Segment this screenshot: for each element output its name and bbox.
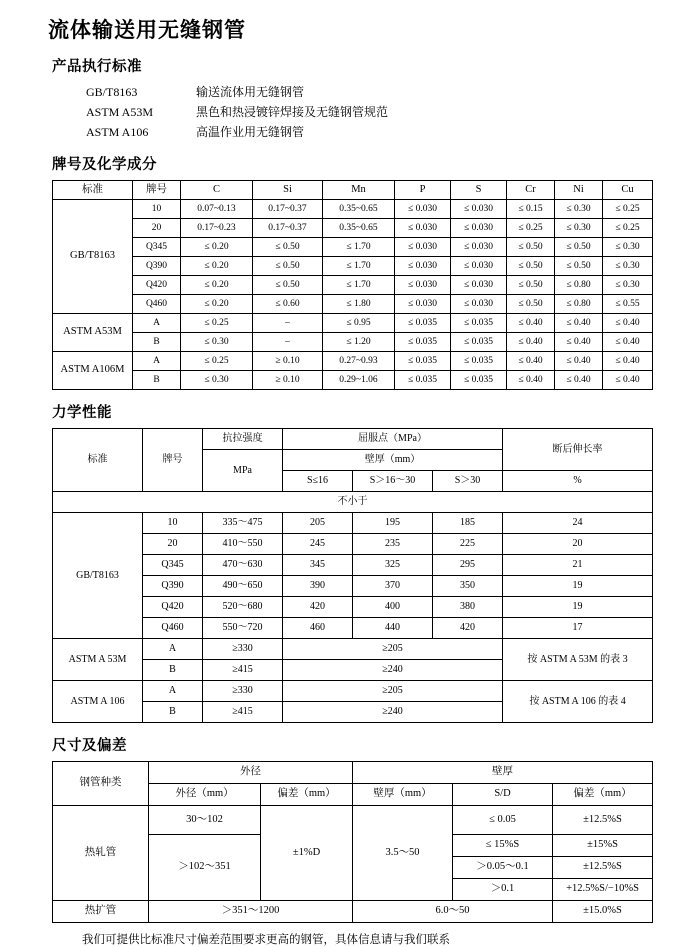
col-elongation: 断后伸长率 bbox=[503, 429, 653, 471]
cell-grade: Q345 bbox=[143, 555, 203, 576]
cell-tensile: 470～630 bbox=[203, 555, 283, 576]
cell-yield-1: 390 bbox=[283, 576, 353, 597]
cell-cr: ≤ 0.40 bbox=[507, 333, 555, 352]
cell-ni: ≤ 0.80 bbox=[555, 295, 603, 314]
cell-ni: ≤ 0.50 bbox=[555, 257, 603, 276]
cell-si: 0.17~0.37 bbox=[253, 219, 323, 238]
table-row bbox=[53, 257, 653, 276]
cell-mn: ≤ 1.70 bbox=[323, 257, 395, 276]
section-title-mechanical: 力学性能 bbox=[52, 405, 112, 421]
cell-s: ≤ 0.030 bbox=[451, 295, 507, 314]
cell-cr: ≤ 0.15 bbox=[507, 200, 555, 219]
cell-mn: 0.35~0.65 bbox=[323, 200, 395, 219]
cell-yield-2: 235 bbox=[353, 534, 433, 555]
cell-yield-merged: ≥240 bbox=[283, 702, 503, 723]
page-title: 流体输送用无缝钢管 bbox=[48, 19, 246, 42]
col-wall-2: S＞16～30 bbox=[353, 471, 433, 492]
cell-cr: ≤ 0.50 bbox=[507, 257, 555, 276]
cell-si: ≤ 0.50 bbox=[253, 238, 323, 257]
cell-pipe-type-hot-rolled: 热轧管 bbox=[53, 806, 149, 901]
table-row bbox=[53, 219, 653, 238]
cell-cr: ≤ 0.50 bbox=[507, 276, 555, 295]
cell-c: ≤ 0.20 bbox=[181, 238, 253, 257]
cell-s: ≤ 0.035 bbox=[451, 314, 507, 333]
cell-mn: 0.35~0.65 bbox=[323, 219, 395, 238]
cell-si: ≥ 0.10 bbox=[253, 352, 323, 371]
cell-elongation: 20 bbox=[503, 534, 653, 555]
col-grade: 牌号 bbox=[133, 181, 181, 200]
cell-grade: Q390 bbox=[133, 257, 181, 276]
chemical-composition-table bbox=[52, 180, 653, 390]
col-wt-tolerance: 偏差（mm） bbox=[553, 784, 653, 806]
list-item bbox=[86, 122, 669, 142]
cell-wt-tolerance: ±15%S bbox=[553, 835, 653, 857]
col-od-value: 外径（mm） bbox=[149, 784, 261, 806]
cell-elongation: 19 bbox=[503, 597, 653, 618]
cell-grade: 20 bbox=[143, 534, 203, 555]
group-standard: ASTM A106M bbox=[53, 352, 133, 390]
cell-cu: ≤ 0.25 bbox=[603, 200, 653, 219]
col-outer-diameter: 外径 bbox=[149, 762, 353, 784]
cell-wt-tolerance: ±12.5%S bbox=[553, 806, 653, 835]
list-item bbox=[86, 82, 669, 102]
group-standard: ASTM A53M bbox=[53, 314, 133, 352]
cell-mn: ≤ 1.70 bbox=[323, 276, 395, 295]
cell-cr: ≤ 0.40 bbox=[507, 371, 555, 390]
col-tensile-unit: MPa bbox=[203, 450, 283, 492]
table-row bbox=[53, 333, 653, 352]
cell-cr: ≤ 0.50 bbox=[507, 295, 555, 314]
cell-s: ≤ 0.030 bbox=[451, 238, 507, 257]
cell-p: ≤ 0.030 bbox=[395, 219, 451, 238]
dimensions-tolerance-table bbox=[52, 761, 653, 923]
cell-s: ≤ 0.030 bbox=[451, 257, 507, 276]
table-row bbox=[53, 295, 653, 314]
cell-grade: B bbox=[133, 333, 181, 352]
cell-ni: ≤ 0.30 bbox=[555, 200, 603, 219]
cell-p: ≤ 0.035 bbox=[395, 371, 451, 390]
cell-ni: ≤ 0.40 bbox=[555, 333, 603, 352]
cell-grade: Q420 bbox=[143, 597, 203, 618]
col-s: S bbox=[451, 181, 507, 200]
cell-si: ≤ 0.50 bbox=[253, 276, 323, 295]
col-elongation-unit: % bbox=[503, 471, 653, 492]
cell-grade: 10 bbox=[133, 200, 181, 219]
section-title-chemical: 牌号及化学成分 bbox=[52, 157, 157, 173]
footer-note: 我们可提供比标准尺寸偏差范围要求更高的钢管，具体信息请与我们联系 bbox=[82, 934, 450, 946]
cell-cu: ≤ 0.30 bbox=[603, 276, 653, 295]
table-row bbox=[53, 200, 653, 219]
col-wall-1: S≤16 bbox=[283, 471, 353, 492]
table-row bbox=[53, 371, 653, 390]
cell-ni: ≤ 0.40 bbox=[555, 371, 603, 390]
table-row bbox=[53, 238, 653, 257]
cell-cr: ≤ 0.40 bbox=[507, 314, 555, 333]
cell-tensile: 410～550 bbox=[203, 534, 283, 555]
cell-c: ≤ 0.20 bbox=[181, 295, 253, 314]
cell-ni: ≤ 0.40 bbox=[555, 352, 603, 371]
table-row bbox=[53, 576, 653, 597]
cell-grade: B bbox=[143, 702, 203, 723]
cell-ni: ≤ 0.80 bbox=[555, 276, 603, 295]
cell-elongation: 19 bbox=[503, 576, 653, 597]
cell-yield-3: 225 bbox=[433, 534, 503, 555]
table-row bbox=[53, 534, 653, 555]
cell-yield-3: 380 bbox=[433, 597, 503, 618]
table-row bbox=[53, 901, 653, 923]
table-row bbox=[53, 352, 653, 371]
col-standard: 标准 bbox=[53, 181, 133, 200]
cell-s: ≤ 0.035 bbox=[451, 352, 507, 371]
cell-tensile: 520～680 bbox=[203, 597, 283, 618]
cell-grade: Q420 bbox=[133, 276, 181, 295]
cell-cu: ≤ 0.40 bbox=[603, 352, 653, 371]
cell-cu: ≤ 0.55 bbox=[603, 295, 653, 314]
group-standard: GB/T8163 bbox=[53, 513, 143, 639]
cell-grade: A bbox=[143, 681, 203, 702]
cell-yield-1: 245 bbox=[283, 534, 353, 555]
table-row bbox=[53, 555, 653, 576]
table-row bbox=[53, 806, 653, 835]
cell-mn: ≤ 1.80 bbox=[323, 295, 395, 314]
cell-yield-merged: ≥205 bbox=[283, 639, 503, 660]
col-yield: 屈服点（MPa） bbox=[283, 429, 503, 450]
cell-si: 0.17~0.37 bbox=[253, 200, 323, 219]
group-standard: ASTM A 53M bbox=[53, 639, 143, 681]
cell-grade: 10 bbox=[143, 513, 203, 534]
cell-sd: ≤ 15%S bbox=[453, 835, 553, 857]
section-title-dimensions: 尺寸及偏差 bbox=[52, 738, 127, 754]
cell-yield-2: 370 bbox=[353, 576, 433, 597]
cell-si: ≤ 0.50 bbox=[253, 257, 323, 276]
cell-tensile: 550～720 bbox=[203, 618, 283, 639]
cell-ni: ≤ 0.30 bbox=[555, 219, 603, 238]
cell-c: ≤ 0.25 bbox=[181, 352, 253, 371]
cell-sd: ＞0.05～0.1 bbox=[453, 857, 553, 879]
cell-yield-3: 350 bbox=[433, 576, 503, 597]
cell-elongation-note: 按 ASTM A 53M 的表 3 bbox=[503, 639, 653, 681]
col-wall-thickness: 壁厚 bbox=[353, 762, 653, 784]
col-standard: 标准 bbox=[53, 429, 143, 492]
cell-grade: A bbox=[133, 314, 181, 333]
cell-s: ≤ 0.030 bbox=[451, 276, 507, 295]
cell-p: ≤ 0.035 bbox=[395, 333, 451, 352]
cell-p: ≤ 0.035 bbox=[395, 352, 451, 371]
cell-elongation: 21 bbox=[503, 555, 653, 576]
cell-tensile: ≥415 bbox=[203, 702, 283, 723]
table-row bbox=[53, 314, 653, 333]
group-standard: GB/T8163 bbox=[53, 200, 133, 314]
col-tensile: 抗拉强度 bbox=[203, 429, 283, 450]
cell-wt-tolerance: ±12.5%S bbox=[553, 857, 653, 879]
table-header-row bbox=[53, 762, 653, 784]
col-si: Si bbox=[253, 181, 323, 200]
cell-elongation: 24 bbox=[503, 513, 653, 534]
cell-p: ≤ 0.030 bbox=[395, 276, 451, 295]
cell-yield-1: 205 bbox=[283, 513, 353, 534]
cell-p: ≤ 0.030 bbox=[395, 295, 451, 314]
col-wall: 壁厚（mm） bbox=[283, 450, 503, 471]
cell-yield-3: 295 bbox=[433, 555, 503, 576]
col-ni: Ni bbox=[555, 181, 603, 200]
cell-p: ≤ 0.030 bbox=[395, 200, 451, 219]
cell-cr: ≤ 0.50 bbox=[507, 238, 555, 257]
cell-mn: ≤ 1.70 bbox=[323, 238, 395, 257]
cell-cu: ≤ 0.40 bbox=[603, 371, 653, 390]
list-item bbox=[86, 102, 669, 122]
cell-si: – bbox=[253, 333, 323, 352]
cell-cu: ≤ 0.40 bbox=[603, 314, 653, 333]
col-mn: Mn bbox=[323, 181, 395, 200]
cell-tensile: ≥330 bbox=[203, 681, 283, 702]
table-subheader-row bbox=[53, 492, 653, 513]
cell-c: 0.17~0.23 bbox=[181, 219, 253, 238]
standard-code: ASTM A53M bbox=[86, 105, 154, 119]
cell-cu: ≤ 0.30 bbox=[603, 238, 653, 257]
cell-tensile: ≥330 bbox=[203, 639, 283, 660]
cell-yield-2: 440 bbox=[353, 618, 433, 639]
col-wall-3: S＞30 bbox=[433, 471, 503, 492]
cell-c: ≤ 0.25 bbox=[181, 314, 253, 333]
cell-yield-2: 400 bbox=[353, 597, 433, 618]
cell-grade: Q345 bbox=[133, 238, 181, 257]
cell-grade: 20 bbox=[133, 219, 181, 238]
cell-ni: ≤ 0.40 bbox=[555, 314, 603, 333]
cell-c: 0.07~0.13 bbox=[181, 200, 253, 219]
cell-p: ≤ 0.035 bbox=[395, 314, 451, 333]
section-title-standards: 产品执行标准 bbox=[52, 59, 142, 75]
standard-code: GB/T8163 bbox=[86, 85, 138, 99]
table-row bbox=[53, 276, 653, 295]
cell-grade: Q460 bbox=[143, 618, 203, 639]
cell-si: – bbox=[253, 314, 323, 333]
standard-desc: 高温作业用无缝钢管 bbox=[196, 125, 305, 139]
table-header-row bbox=[53, 429, 653, 450]
cell-mn: 0.29~1.06 bbox=[323, 371, 395, 390]
table-header-row bbox=[53, 181, 653, 200]
cell-yield-3: 420 bbox=[433, 618, 503, 639]
cell-mn: ≤ 1.20 bbox=[323, 333, 395, 352]
cell-grade: B bbox=[133, 371, 181, 390]
cell-cu: ≤ 0.40 bbox=[603, 333, 653, 352]
cell-elongation-note: 按 ASTM A 106 的表 4 bbox=[503, 681, 653, 723]
not-less-than-note: 不小于 bbox=[53, 492, 653, 513]
cell-grade: Q390 bbox=[143, 576, 203, 597]
table-row bbox=[53, 597, 653, 618]
col-wt-value: 壁厚（mm） bbox=[353, 784, 453, 806]
cell-mn: 0.27~0.93 bbox=[323, 352, 395, 371]
group-standard: ASTM A 106 bbox=[53, 681, 143, 723]
cell-od-tolerance: ±1%D bbox=[261, 806, 353, 901]
table-row bbox=[53, 639, 653, 660]
cell-c: ≤ 0.30 bbox=[181, 371, 253, 390]
col-cu: Cu bbox=[603, 181, 653, 200]
cell-tensile: 335～475 bbox=[203, 513, 283, 534]
col-sd: S/D bbox=[453, 784, 553, 806]
cell-s: ≤ 0.035 bbox=[451, 371, 507, 390]
cell-wt-tolerance: ±15.0%S bbox=[553, 901, 653, 923]
cell-p: ≤ 0.030 bbox=[395, 257, 451, 276]
cell-yield-1: 460 bbox=[283, 618, 353, 639]
col-grade: 牌号 bbox=[143, 429, 203, 492]
cell-yield-3: 185 bbox=[433, 513, 503, 534]
cell-cu: ≤ 0.25 bbox=[603, 219, 653, 238]
cell-elongation: 17 bbox=[503, 618, 653, 639]
cell-mn: ≤ 0.95 bbox=[323, 314, 395, 333]
cell-wt: 6.0～50 bbox=[353, 901, 553, 923]
cell-s: ≤ 0.035 bbox=[451, 333, 507, 352]
mechanical-properties-table bbox=[52, 428, 653, 723]
table-row bbox=[53, 618, 653, 639]
col-p: P bbox=[395, 181, 451, 200]
cell-grade: Q460 bbox=[133, 295, 181, 314]
cell-wt-tolerance: +12.5%S/−10%S bbox=[553, 879, 653, 901]
cell-od: ＞102～351 bbox=[149, 835, 261, 901]
cell-wt: 3.5～50 bbox=[353, 806, 453, 901]
cell-yield-merged: ≥240 bbox=[283, 660, 503, 681]
standard-desc: 输送流体用无缝钢管 bbox=[196, 85, 305, 99]
standards-list bbox=[26, 82, 669, 142]
cell-sd: ＞0.1 bbox=[453, 879, 553, 901]
col-c: C bbox=[181, 181, 253, 200]
cell-grade: A bbox=[133, 352, 181, 371]
col-pipe-type: 钢管种类 bbox=[53, 762, 149, 806]
cell-s: ≤ 0.030 bbox=[451, 219, 507, 238]
cell-tensile: 490～650 bbox=[203, 576, 283, 597]
cell-grade: A bbox=[143, 639, 203, 660]
table-row bbox=[53, 681, 653, 702]
cell-cr: ≤ 0.25 bbox=[507, 219, 555, 238]
standard-desc: 黑色和热浸镀锌焊接及无缝钢管规范 bbox=[196, 105, 389, 119]
cell-od: ＞351～1200 bbox=[149, 901, 353, 923]
cell-yield-merged: ≥205 bbox=[283, 681, 503, 702]
cell-c: ≤ 0.20 bbox=[181, 257, 253, 276]
standard-code: ASTM A106 bbox=[86, 125, 149, 139]
table-row bbox=[53, 513, 653, 534]
cell-yield-1: 420 bbox=[283, 597, 353, 618]
cell-grade: B bbox=[143, 660, 203, 681]
cell-sd: ≤ 0.05 bbox=[453, 806, 553, 835]
cell-tensile: ≥415 bbox=[203, 660, 283, 681]
cell-yield-2: 325 bbox=[353, 555, 433, 576]
cell-cu: ≤ 0.30 bbox=[603, 257, 653, 276]
cell-p: ≤ 0.030 bbox=[395, 238, 451, 257]
cell-s: ≤ 0.030 bbox=[451, 200, 507, 219]
cell-si: ≤ 0.60 bbox=[253, 295, 323, 314]
cell-ni: ≤ 0.50 bbox=[555, 238, 603, 257]
cell-od: 30～102 bbox=[149, 806, 261, 835]
col-cr: Cr bbox=[507, 181, 555, 200]
col-od-tolerance: 偏差（mm） bbox=[261, 784, 353, 806]
cell-cr: ≤ 0.40 bbox=[507, 352, 555, 371]
cell-c: ≤ 0.30 bbox=[181, 333, 253, 352]
cell-yield-1: 345 bbox=[283, 555, 353, 576]
cell-si: ≥ 0.10 bbox=[253, 371, 323, 390]
cell-c: ≤ 0.20 bbox=[181, 276, 253, 295]
cell-yield-2: 195 bbox=[353, 513, 433, 534]
cell-pipe-type-hot-expanded: 热扩管 bbox=[53, 901, 149, 923]
